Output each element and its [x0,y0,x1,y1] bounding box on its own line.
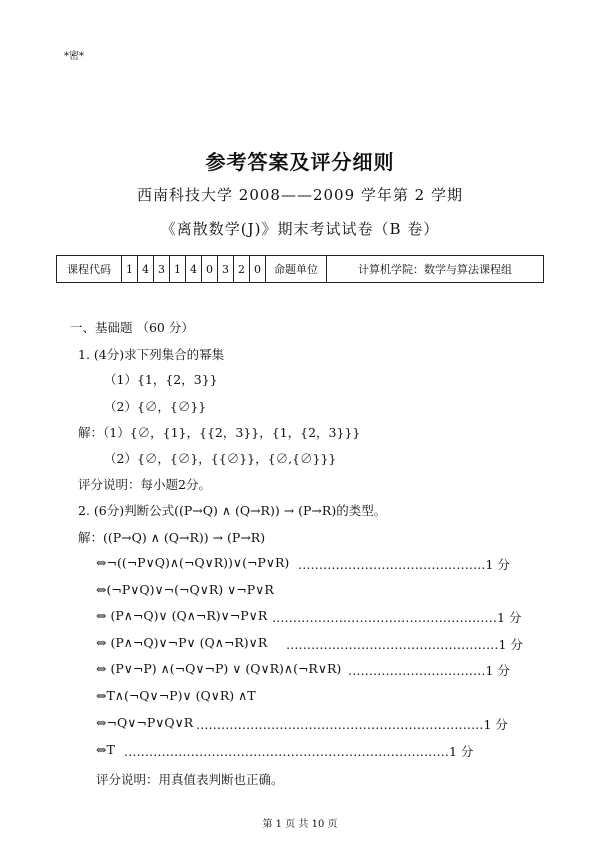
course-code-digit: 3 [154,256,170,283]
answer-1-part-1: 解：（1）{∅，{1}，{{2，3}}，{1，{2，3}}} [78,425,361,440]
question-1-part-2: （2）{∅，{∅}} [104,399,207,414]
course-code-digit: 4 [186,256,202,283]
unit-value: 计算机学院：数学与算法课程组 [327,256,544,283]
page-number: 第 1 页 共 10 页 [262,819,338,830]
scoring-note-2: 评分说明：用真值表判断也正确。 [96,772,284,787]
course-info-table [56,255,544,283]
university-line: 西南科技大学 2008——2009 学年第 2 学期 [137,186,463,204]
derivation-step-expr: ⇔ (P∨¬P) ∧(¬Q∨¬P) ∨ (Q∨R)∧(¬R∨R) [96,661,342,676]
course-code-digit: 4 [138,256,154,283]
derivation-step-score: ……………………………………………………………………1 分 [124,744,474,759]
derivation-step-expr: ⇔ (P∧¬Q)∨¬P∨ (Q∧¬R)∨R [96,635,268,650]
derivation-step-expr: ⇔ (P∧¬Q)∨ (Q∧¬R)∨¬P∨R [96,608,268,623]
scoring-note-1: 评分说明：每小题2分。 [78,477,211,492]
answer-2-start: 解：((P→Q) ∧ (Q→R)) → (P→R) [78,530,266,545]
derivation-step-expr: ⇔T [96,742,115,757]
exam-line: 《离散数学(J)》期末考试试卷（B 卷） [160,220,440,238]
course-code-label: 课程代码 [57,256,122,283]
answer-1-part-2: （2）{∅，{∅}，{{∅}}，{∅,{∅}}} [104,451,337,466]
question-1-part-1: （1）{1，{2，3}} [104,372,218,387]
unit-label: 命题单位 [266,256,327,283]
derivation-step-score: ………………………………………1 分 [298,557,510,572]
derivation-step-score: ……………………………1 分 [348,663,510,678]
course-code-digit: 0 [250,256,266,283]
course-info-row [57,256,544,283]
course-code-digit: 3 [218,256,234,283]
section-heading: 一、基础题 （60 分） [70,320,194,335]
secret-mark: *密* [64,51,84,62]
derivation-step-score: ……………………………………………1 分 [286,637,523,652]
derivation-step-expr: ⇔(¬P∨Q)∨¬(¬Q∨R) ∨¬P∨R [96,582,274,597]
course-code-digit: 0 [202,256,218,283]
derivation-step-expr: ⇔T∧(¬Q∨¬P)∨ (Q∨R) ∧T [96,688,256,703]
derivation-step-expr: ⇔¬Q∨¬P∨Q∨R [96,715,194,730]
derivation-step-score: ……………………………………………………………1 分 [196,717,508,732]
course-code-digit: 1 [170,256,186,283]
derivation-step-score: ………………………………………………1 分 [272,610,522,625]
question-2: 2. (6分)判断公式((P→Q) ∧ (Q→R)) → (P→R)的类型。 [78,503,387,518]
course-code-digit: 1 [122,256,138,283]
course-code-digit: 2 [234,256,250,283]
page-title: 参考答案及评分细则 [205,150,395,174]
question-1: 1. (4分)求下列集合的幂集 [78,347,225,362]
derivation-step-expr: ⇔¬((¬P∨Q)∧(¬Q∨R))∨(¬P∨R) [96,555,290,570]
